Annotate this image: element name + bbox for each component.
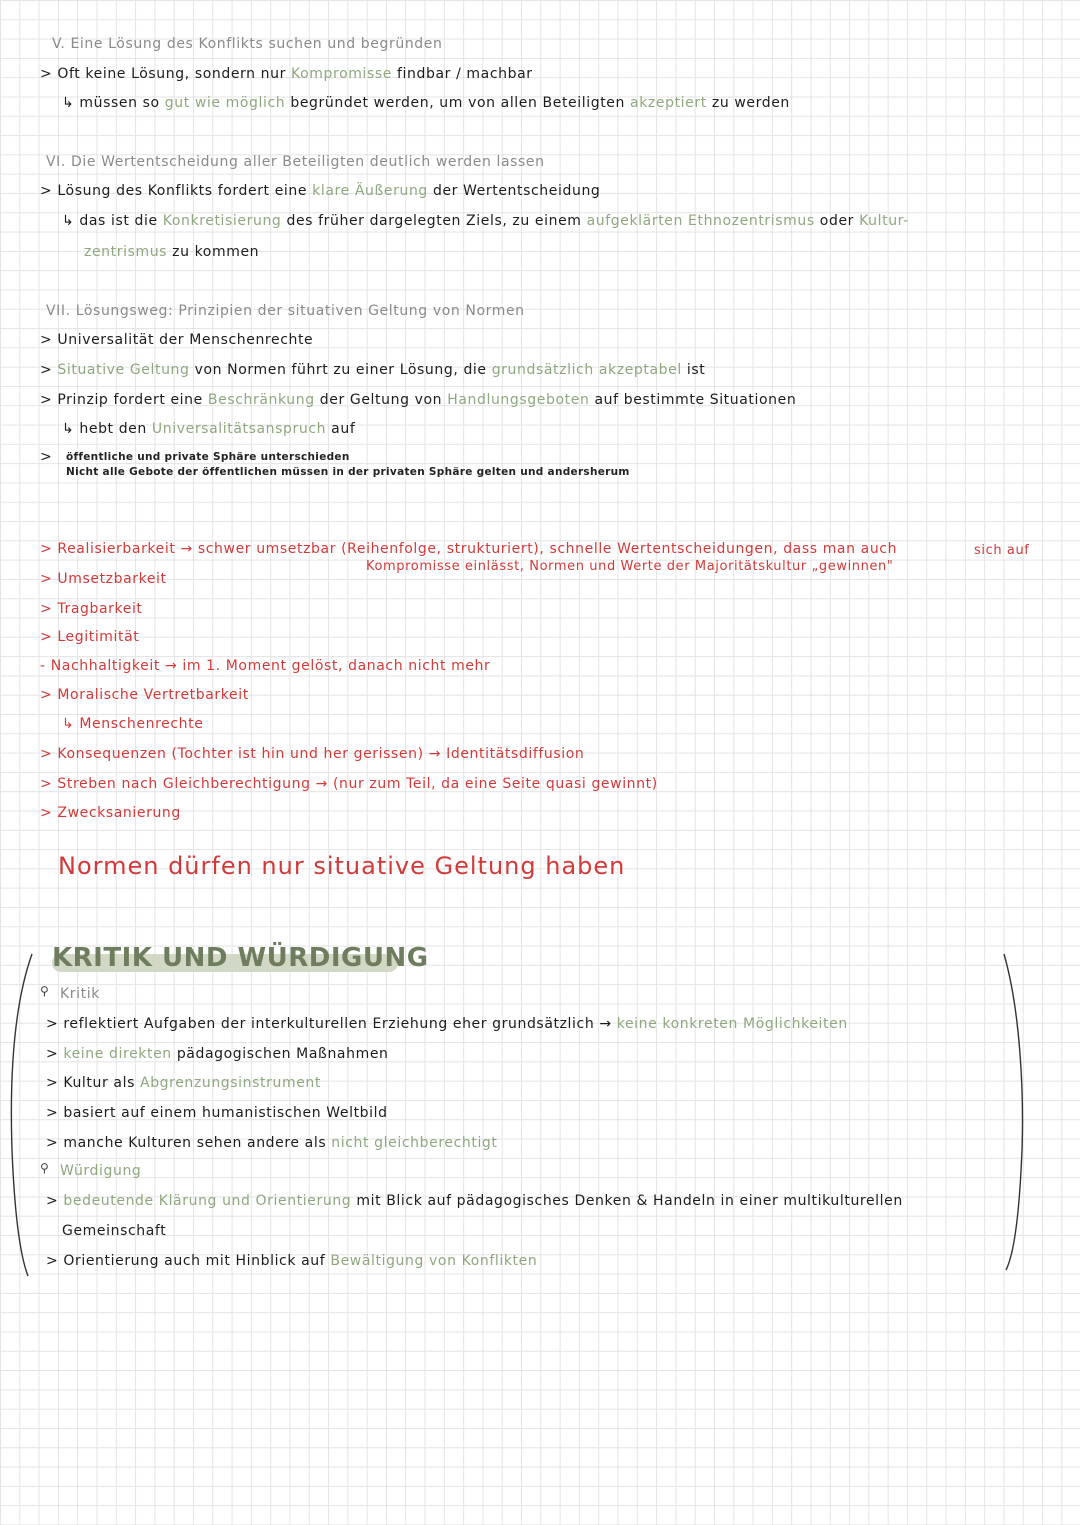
pin-icon: ⚲ [40, 1161, 49, 1175]
criteria-realisierbarkeit-tail: sich auf [974, 543, 1030, 558]
criteria-moralische-vertretbarkeit: > Moralische Vertretbarkeit [40, 687, 249, 703]
wuerdigung-line-2: > Orientierung auch mit Hinblick auf Bewältigung von Konflikten [46, 1253, 538, 1269]
section-5-line-1: > Oft keine Lösung, sondern nur Kompromisse findbar / machbar [40, 66, 533, 82]
kritik-line-1: > reflektiert Aufgaben der interkulturellen Erziehung eher grundsätzlich → keine konkreten Möglichkeiten [46, 1016, 848, 1032]
wuerdigung-line-1: > bedeutende Klärung und Orientierung mit Blick auf pädagogisches Denken & Handeln in einer multikulturellen [46, 1193, 903, 1209]
pin-icon: ⚲ [40, 984, 49, 998]
criteria-summary: Normen dürfen nur situative Geltung haben [58, 852, 626, 880]
right-bracket [1000, 950, 1030, 1280]
kritik-line-5: > manche Kulturen sehen andere als nicht gleichberechtigt [46, 1135, 498, 1151]
section-7-line-4: ↳ hebt den Universalitätsanspruch auf [62, 421, 356, 437]
criteria-gleichberechtigung: > Streben nach Gleichberechtigung → (nur zum Teil, da eine Seite quasi gewinnt) [40, 776, 658, 792]
wuerdigung-label: Würdigung [60, 1163, 142, 1179]
criteria-realisierbarkeit: > Realisierbarkeit → schwer umsetzbar (Reihenfolge, strukturiert), schnelle Wertentscheidungen, dass man auch [40, 541, 898, 557]
critique-heading: KRITIK UND WÜRDIGUNG [52, 943, 429, 973]
section-6-title: VI. Die Wertentscheidung aller Beteiligten deutlich werden lassen [46, 154, 545, 170]
kritik-line-2: > keine direkten pädagogischen Maßnahmen [46, 1046, 389, 1062]
section-7-line-1: > Universalität der Menschenrechte [40, 332, 314, 348]
criteria-umsetzbarkeit: > Umsetzbarkeit [40, 571, 167, 587]
section-7-title: VII. Lösungsweg: Prinzipien der situativen Geltung von Normen [46, 303, 525, 319]
criteria-tragbarkeit: > Tragbarkeit [40, 601, 143, 617]
section-7-bullet: > [40, 449, 53, 465]
critique-heading-block [52, 940, 429, 976]
section-7-line-3: > Prinzip fordert eine Beschränkung der Geltung von Handlungsgeboten auf bestimmte Situationen [40, 392, 797, 408]
left-bracket [6, 950, 36, 1280]
section-5-title: V. Eine Lösung des Konflikts suchen und begründen [52, 36, 443, 52]
section-5-line-2: ↳ müssen so gut wie möglich begründet werden, um von allen Beteiligten akzeptiert zu werden [62, 95, 790, 111]
section-7-printed-line-a: öffentliche und private Sphäre unterschieden [66, 451, 350, 463]
criteria-nachhaltigkeit: - Nachhaltigkeit → im 1. Moment gelöst, danach nicht mehr [40, 658, 491, 674]
criteria-realisierbarkeit-cont: Kompromisse einlässt, Normen und Werte der Majoritätskultur „gewinnen" [366, 559, 894, 574]
wuerdigung-line-1-cont: Gemeinschaft [62, 1223, 167, 1239]
section-6-line-3: zentrismus zu kommen [84, 244, 260, 260]
kritik-label: Kritik [60, 986, 100, 1002]
section-7-line-2: > Situative Geltung von Normen führt zu einer Lösung, die grundsätzlich akzeptabel ist [40, 362, 706, 378]
criteria-konsequenzen: > Konsequenzen (Tochter ist hin und her gerissen) → Identitätsdiffusion [40, 746, 585, 762]
section-7-printed-line-b: Nicht alle Gebote der öffentlichen müssen in der privaten Sphäre gelten und andersherum [66, 466, 630, 478]
criteria-menschenrechte: ↳ Menschenrechte [62, 716, 204, 732]
kritik-line-3: > Kultur als Abgrenzungsinstrument [46, 1075, 321, 1091]
criteria-zwecksanierung: > Zwecksanierung [40, 805, 181, 821]
kritik-line-4: > basiert auf einem humanistischen Weltbild [46, 1105, 388, 1121]
section-6-line-1: > Lösung des Konflikts fordert eine klare Äußerung der Wertentscheidung [40, 183, 601, 199]
criteria-legitimitaet: > Legitimität [40, 629, 140, 645]
section-6-line-2: ↳ das ist die Konkretisierung des früher dargelegten Ziels, zu einem aufgeklärten Ethnozentrismus oder Kultur- [62, 213, 909, 229]
